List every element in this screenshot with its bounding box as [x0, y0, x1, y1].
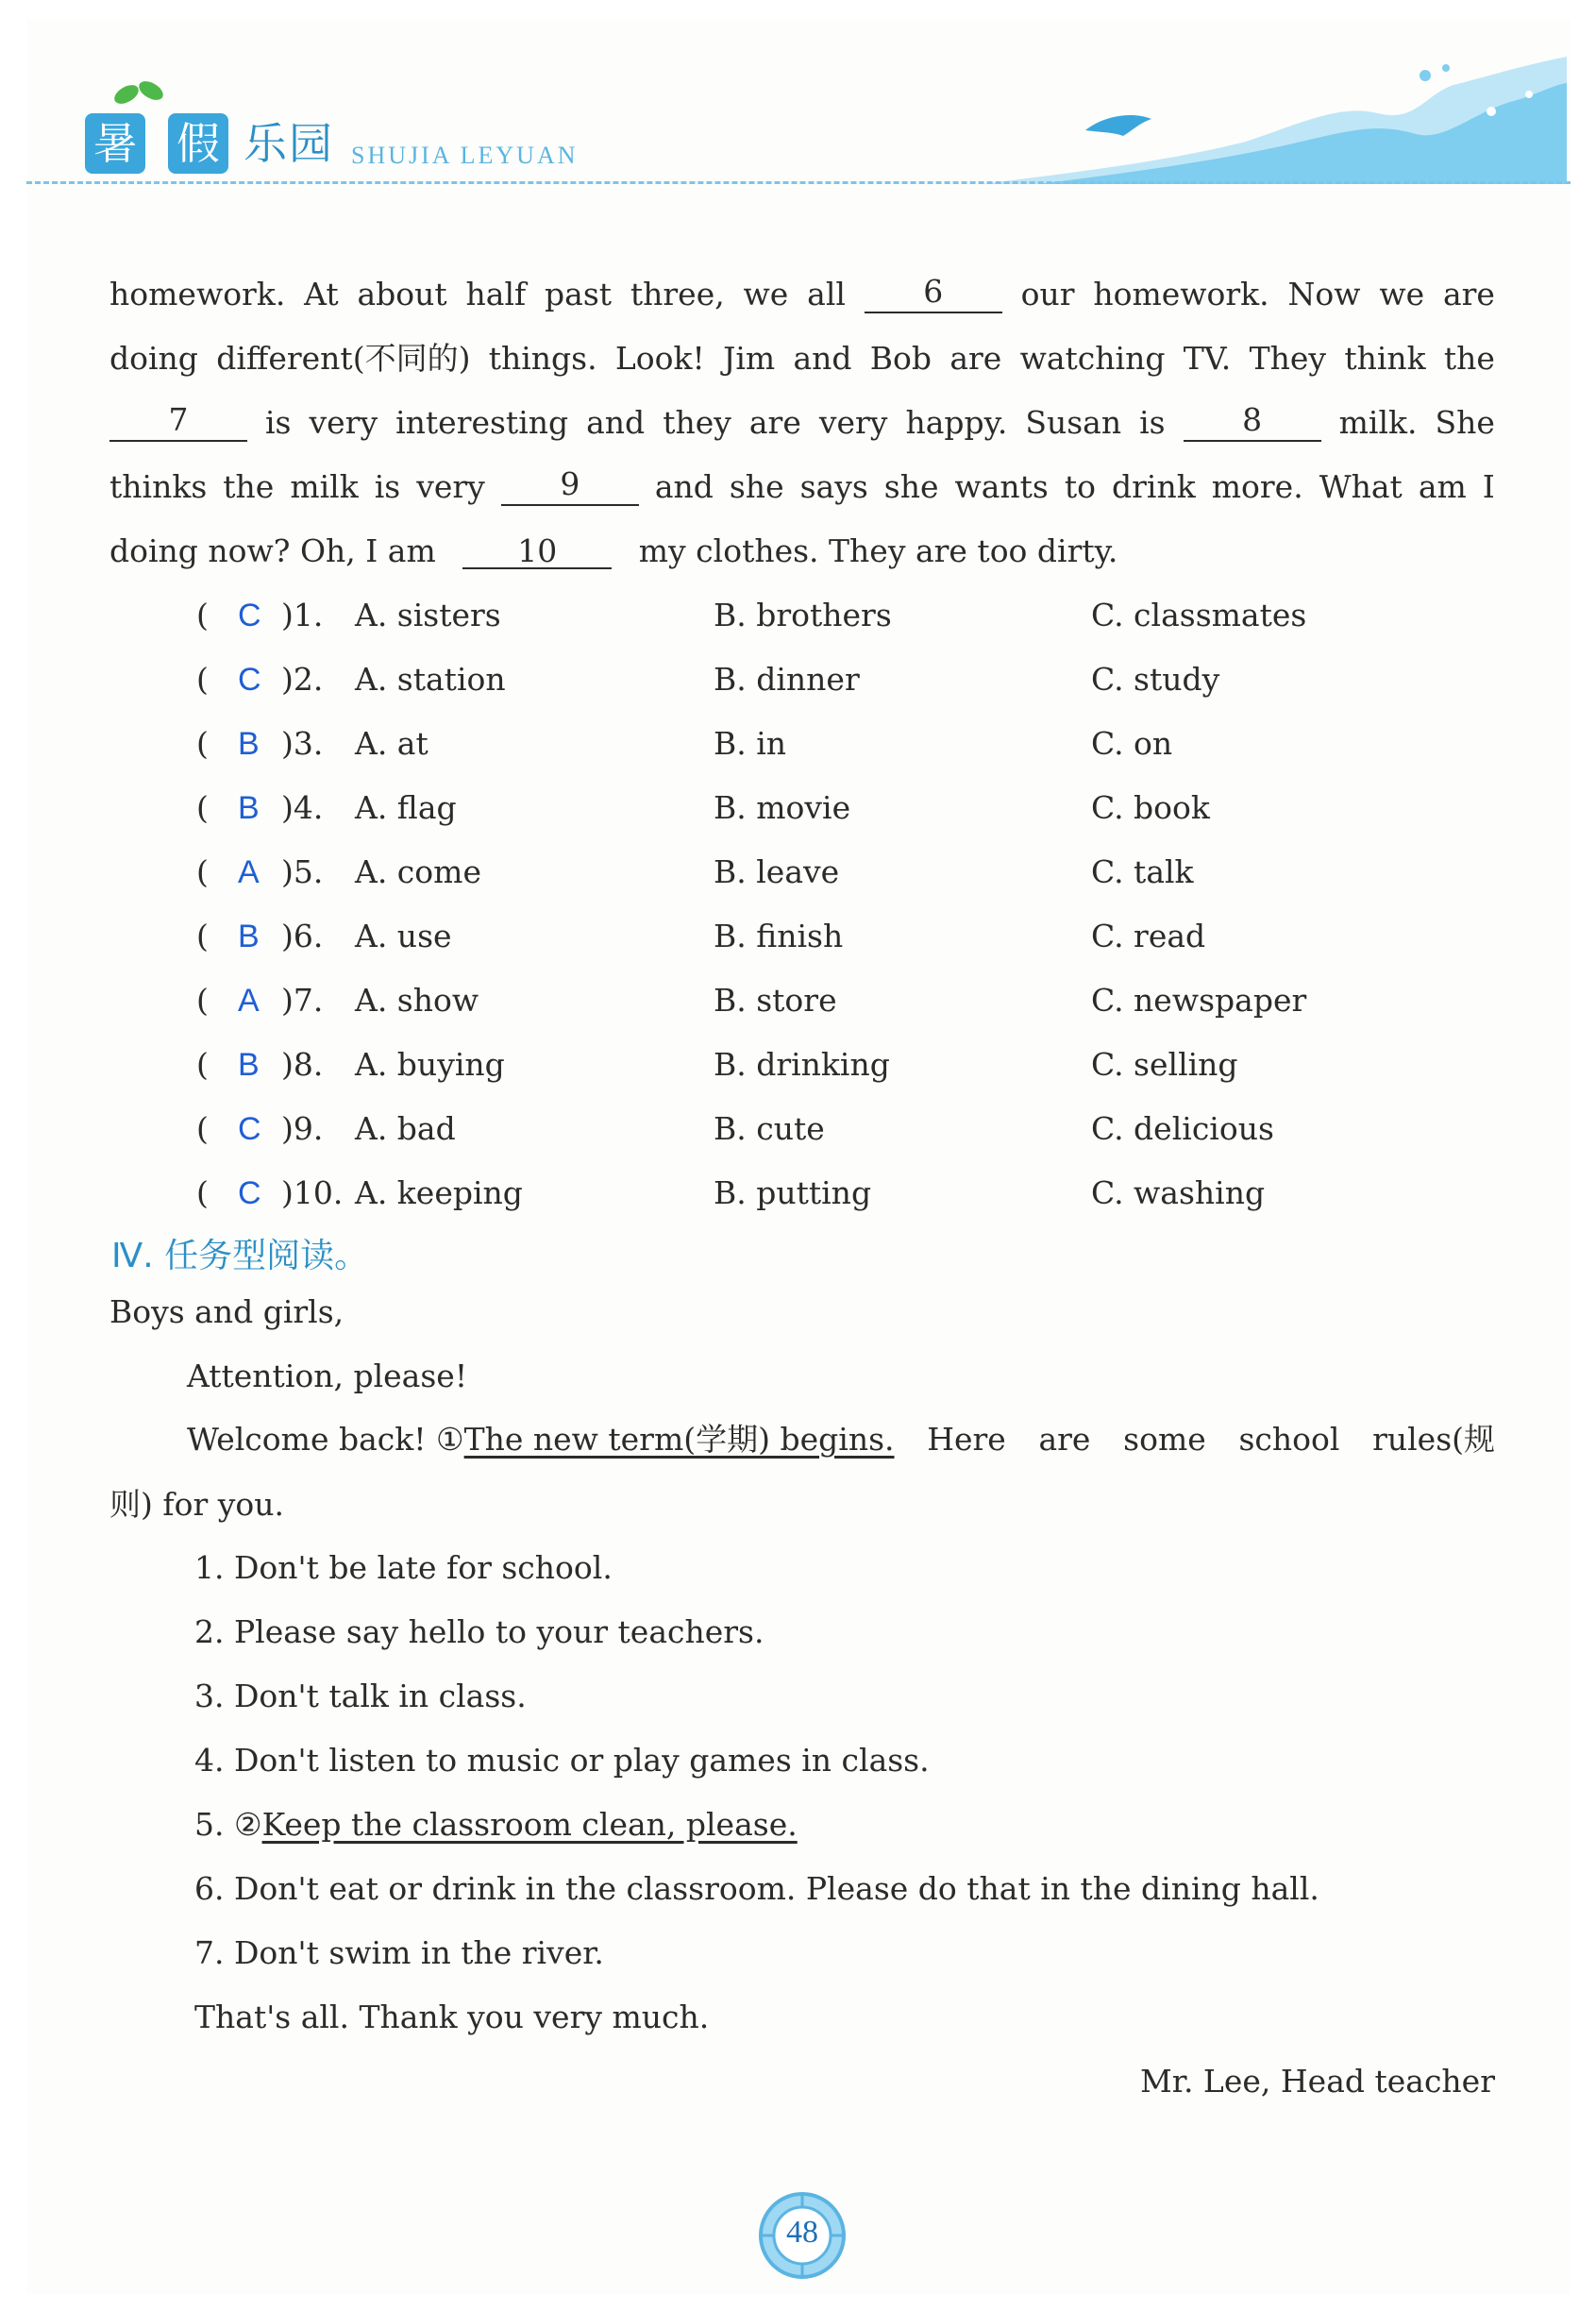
welcome-line-2: 则) for you. [109, 1486, 284, 1523]
paren-open: ( [196, 1046, 209, 1083]
welcome-line [187, 1421, 1495, 1459]
passage-word: we [1379, 276, 1425, 312]
question-row [196, 661, 1329, 699]
passage-word: and [654, 468, 714, 505]
blank-9: 9 [501, 468, 639, 506]
answer-letter: C [238, 1111, 261, 1147]
logo-char-3: 乐 [244, 118, 287, 169]
option-c: C. newspaper [1091, 982, 1307, 1019]
passage-word: homework. [109, 276, 286, 312]
passage-word: and [586, 404, 646, 441]
logo-char-2: 假 [168, 113, 228, 174]
passage-word: all [807, 276, 846, 312]
passage-word: Look! [614, 340, 705, 377]
underlined-sentence-2: Keep the classroom clean, please. [261, 1806, 798, 1843]
passage-line-3 [109, 401, 1495, 442]
answer-letter: A [238, 854, 260, 890]
question-number: )7. [281, 982, 324, 1019]
question-number: )8. [281, 1046, 324, 1083]
welcome-text: Welcome back! ①The new term(学期) begins. [187, 1421, 895, 1458]
answer-letter: B [238, 1047, 260, 1083]
rule-2: 2. Please say hello to your teachers. [194, 1613, 764, 1650]
passage-word: They [1249, 340, 1327, 377]
passage-word: about [357, 276, 447, 312]
question-number: )3. [281, 725, 324, 762]
logo-char-4: 园 [289, 118, 332, 169]
passage-word: things. [488, 340, 597, 377]
passage-word: is [374, 468, 401, 505]
answer-letter: C [238, 1175, 261, 1211]
question-number: )2. [281, 661, 324, 698]
signature: Mr. Lee, Head teacher [1140, 2063, 1495, 2100]
answer-letter: B [238, 919, 260, 954]
rule-4: 4. Don't listen to music or play games in class. [194, 1742, 930, 1779]
passage-word: they [663, 404, 731, 441]
paren-open: ( [196, 1174, 209, 1211]
page-number: 48 [786, 2215, 818, 2250]
passage-word: is [1139, 404, 1166, 441]
passage-word: I [1482, 468, 1495, 505]
question-row [196, 597, 1329, 634]
section-title: Ⅳ. 任务型阅读。 [111, 1237, 369, 1275]
option-a: A. come [355, 853, 481, 890]
question-row [196, 918, 1329, 955]
option-a: A. sisters [355, 597, 501, 633]
passage-word: At [304, 276, 339, 312]
question-row [196, 1110, 1329, 1148]
logo-english: SHUJIA LEYUAN [351, 142, 579, 169]
question-row [196, 853, 1329, 891]
passage-word: is [265, 404, 292, 441]
passage-word: some [1123, 1421, 1206, 1458]
option-c: C. book [1091, 789, 1210, 826]
passage-word: Jim [723, 340, 776, 377]
option-a: A. bad [355, 1110, 456, 1147]
passage-word: milk [290, 468, 359, 505]
passage-word: happy. [905, 404, 1008, 441]
blank-7: 7 [109, 404, 247, 442]
passage-text: doing now? Oh, I am [109, 532, 436, 569]
passage-word: homework. [1093, 276, 1269, 312]
passage-word: watching [1019, 340, 1166, 377]
leaf-icon [136, 77, 166, 104]
question-number: )4. [281, 789, 324, 826]
paren-open: ( [196, 597, 209, 633]
passage-word: are [949, 340, 1002, 377]
answer-letter: B [238, 726, 260, 762]
blank-8: 8 [1184, 404, 1321, 442]
blank-10: 10 [462, 535, 612, 569]
passage-word: milk. [1338, 404, 1418, 441]
dolphin-icon [1085, 115, 1151, 136]
passage-word: Now [1287, 276, 1361, 312]
logo-char-1: 暑 [85, 113, 145, 174]
passage-word: Bob [869, 340, 932, 377]
passage-word: interesting [395, 404, 569, 441]
closing-line: That's all. Thank you very much. [194, 1999, 710, 2035]
option-c: C. classmates [1091, 597, 1307, 633]
passage-word: am [1418, 468, 1467, 505]
question-number: )10. [281, 1174, 344, 1211]
question-number: )9. [281, 1110, 324, 1147]
question-row [196, 789, 1329, 827]
passage-word: think [1344, 340, 1426, 377]
paren-open: ( [196, 661, 209, 698]
passage-word: we [743, 276, 789, 312]
leaf-icon [111, 81, 142, 108]
header-divider [26, 181, 1571, 184]
option-b: B. drinking [714, 1046, 890, 1083]
rule-1: 1. Don't be late for school. [194, 1549, 613, 1586]
passage-line-1 [109, 273, 1495, 313]
passage-word: wants [954, 468, 1049, 505]
passage-line-4 [109, 465, 1495, 506]
passage-word: very [416, 468, 485, 505]
passage-word: she [729, 468, 784, 505]
answer-letter: B [238, 790, 260, 826]
option-b: B. brothers [714, 597, 892, 633]
question-number: )5. [281, 853, 324, 890]
passage-word: are [1442, 276, 1495, 312]
option-c: C. talk [1091, 853, 1194, 890]
option-b: B. in [714, 725, 787, 762]
option-a: A. show [355, 982, 479, 1019]
passage-word: She [1435, 404, 1495, 441]
option-b: B. store [714, 982, 837, 1019]
passage-word: our [1020, 276, 1075, 312]
passage-word: are [748, 404, 801, 441]
passage-word: Susan [1025, 404, 1122, 441]
passage-word: school [1238, 1421, 1340, 1458]
option-b: B. finish [714, 918, 844, 954]
question-number: )6. [281, 918, 324, 954]
paren-open: ( [196, 853, 209, 890]
passage-word: the [223, 468, 275, 505]
option-c: C. read [1091, 918, 1206, 954]
page-number-badge [755, 2188, 849, 2283]
question-row [196, 1174, 1329, 1212]
option-a: A. buying [355, 1046, 505, 1083]
passage-word: rules(规 [1372, 1421, 1495, 1458]
paren-open: ( [196, 918, 209, 954]
passage-word: are [1038, 1421, 1091, 1458]
passage-word: and [793, 340, 852, 377]
option-b: B. cute [714, 1110, 825, 1147]
option-a: A. flag [355, 789, 457, 826]
attention-line: Attention, please! [187, 1358, 468, 1394]
option-c: C. on [1091, 725, 1173, 762]
option-b: B. putting [714, 1174, 872, 1211]
paren-open: ( [196, 1110, 209, 1147]
passage-word: more. [1211, 468, 1303, 505]
passage-word: different(不同的) [216, 340, 471, 377]
passage-line-5 [109, 532, 1117, 570]
passage-word: three, [630, 276, 725, 312]
option-a: A. station [355, 661, 506, 698]
greeting: Boys and girls, [109, 1293, 344, 1330]
option-a: A. use [355, 918, 452, 954]
option-a: A. keeping [355, 1174, 523, 1211]
paren-open: ( [196, 725, 209, 762]
passage-word: to [1064, 468, 1097, 505]
passage-line-2 [109, 340, 1495, 378]
passage-word: Here [927, 1421, 1006, 1458]
question-number: )1. [281, 597, 324, 633]
wave-decoration-icon [982, 57, 1567, 189]
answer-letter: A [238, 983, 260, 1019]
passage-word: the [1443, 340, 1495, 377]
passage-word: thinks [109, 468, 208, 505]
passage-word: she [883, 468, 939, 505]
passage-word: past [545, 276, 613, 312]
question-row [196, 1046, 1329, 1084]
option-b: B. movie [714, 789, 851, 826]
paren-open: ( [196, 789, 209, 826]
option-b: B. leave [714, 853, 840, 890]
answer-letter: C [238, 662, 261, 698]
option-a: A. at [355, 725, 428, 762]
rule-5-number: 5. ② [194, 1806, 262, 1843]
question-row [196, 982, 1329, 1020]
passage-word: doing [109, 340, 198, 377]
paren-open: ( [196, 982, 209, 1019]
option-c: C. selling [1091, 1046, 1238, 1083]
rule-6: 6. Don't eat or drink in the classroom. Please do that in the dining hall. [194, 1870, 1319, 1907]
option-b: B. dinner [714, 661, 860, 698]
question-row [196, 725, 1329, 763]
rule-3: 3. Don't talk in class. [194, 1678, 527, 1714]
underlined-sentence-1: The new term(学期) begins. [463, 1421, 895, 1458]
option-c: C. washing [1091, 1174, 1266, 1211]
blank-6: 6 [865, 276, 1002, 313]
passage-word: very [818, 404, 888, 441]
rule-5 [194, 1806, 798, 1844]
passage-text: my clothes. They are too dirty. [638, 532, 1118, 569]
passage-word: TV. [1183, 340, 1232, 377]
page-header [0, 0, 1596, 198]
passage-word: very [309, 404, 378, 441]
option-c: C. study [1091, 661, 1220, 698]
passage-word: What [1319, 468, 1403, 505]
passage-word: says [799, 468, 868, 505]
option-c: C. delicious [1091, 1110, 1274, 1147]
passage-word: drink [1112, 468, 1196, 505]
passage-word: half [465, 276, 527, 312]
answer-letter: C [238, 598, 261, 633]
rule-7: 7. Don't swim in the river. [194, 1934, 604, 1971]
